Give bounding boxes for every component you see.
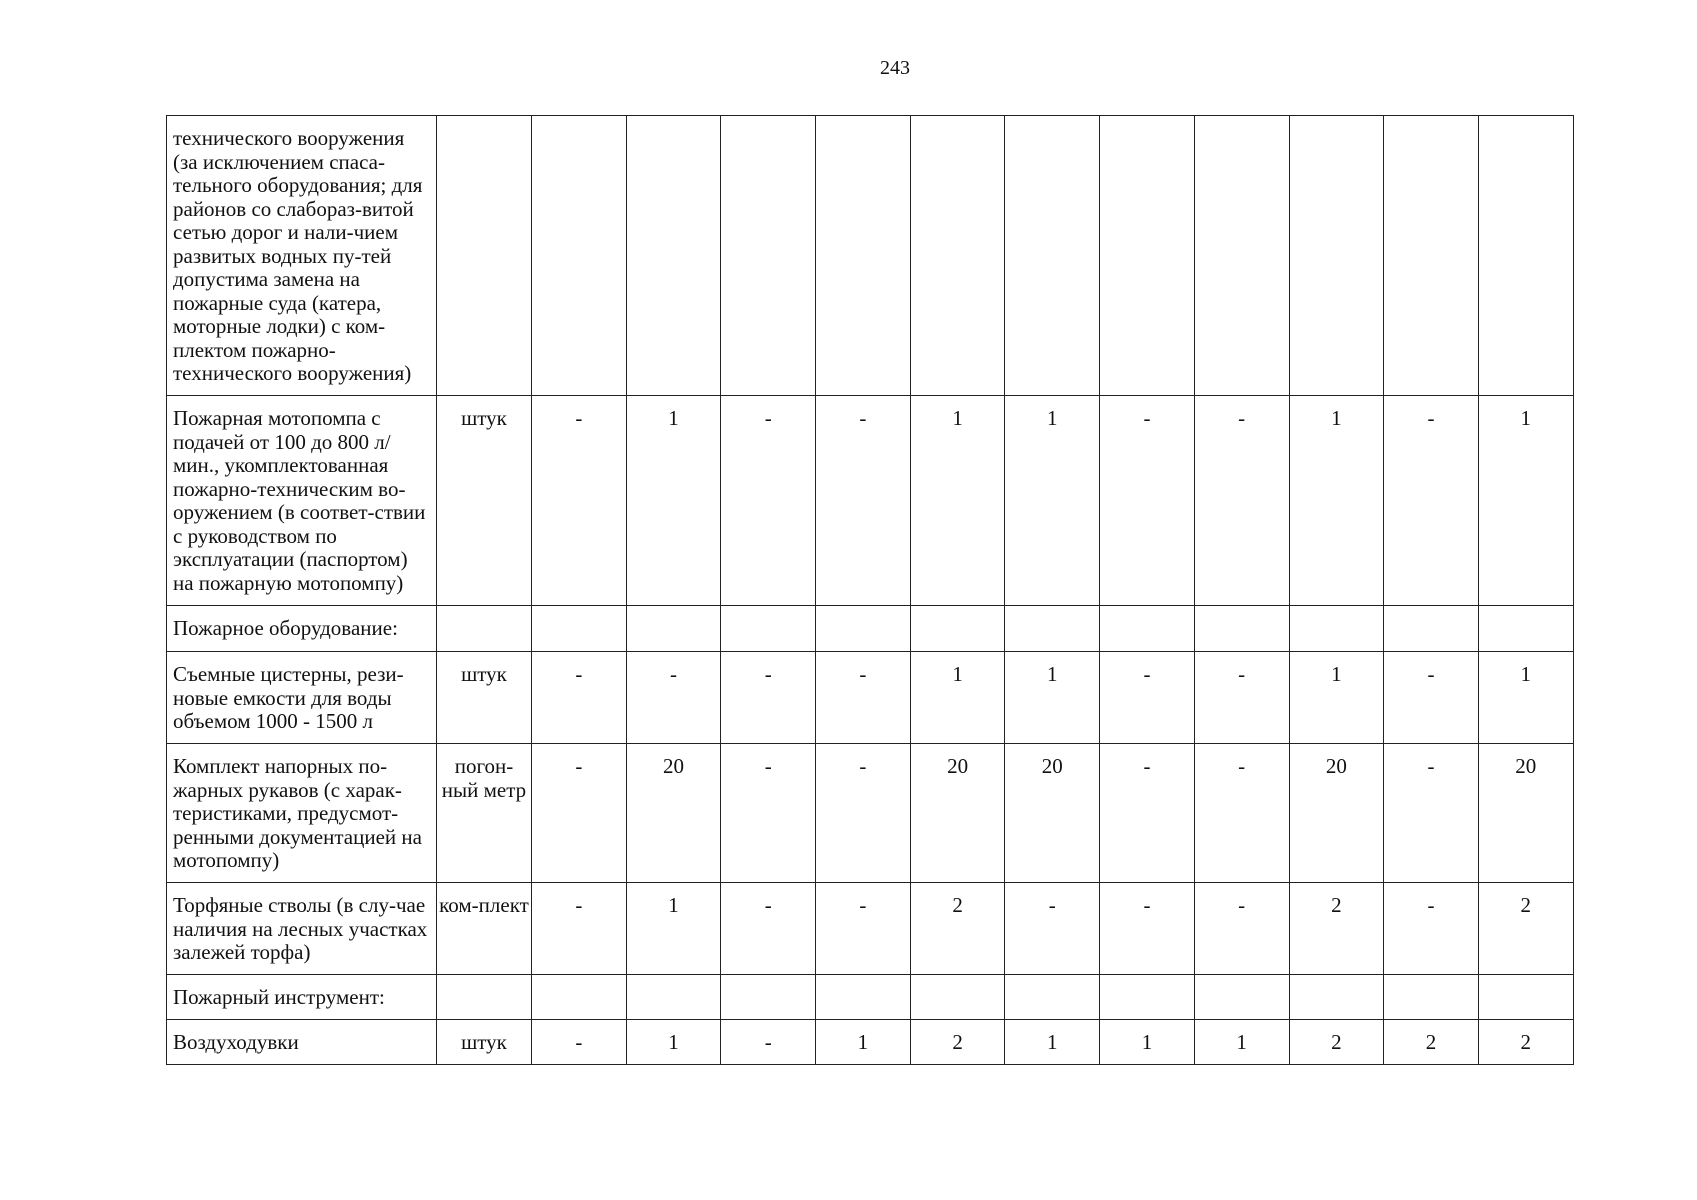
- section-heading: Пожарное оборудование:: [167, 606, 437, 652]
- value-cell: 1: [1478, 652, 1573, 744]
- value-cell: -: [1384, 396, 1479, 606]
- value-cell: [1005, 975, 1100, 1020]
- value-cell: 1: [626, 883, 721, 975]
- value-cell: 1: [626, 1020, 721, 1065]
- value-cell: [721, 606, 816, 652]
- value-cell: 20: [910, 744, 1005, 883]
- value-cell: -: [1100, 744, 1195, 883]
- table-row: [167, 883, 1574, 975]
- value-cell: -: [721, 652, 816, 744]
- value-cell: [816, 606, 911, 652]
- value-cell: 1: [626, 396, 721, 606]
- value-cell: -: [721, 744, 816, 883]
- value-cell: [1194, 975, 1289, 1020]
- table-row: [167, 652, 1574, 744]
- value-cell: -: [816, 396, 911, 606]
- value-cell: 2: [1478, 883, 1573, 975]
- value-cell: 2: [1384, 1020, 1479, 1065]
- value-cell: [532, 975, 627, 1020]
- table-row: [167, 975, 1574, 1020]
- value-cell: -: [816, 744, 911, 883]
- row-name: Съемные цистерны, рези-новые емкости для воды объемом 1000 - 1500 л: [167, 652, 437, 744]
- value-cell: -: [1100, 883, 1195, 975]
- value-cell: -: [626, 652, 721, 744]
- value-cell: [1289, 116, 1384, 396]
- value-cell: [1005, 116, 1100, 396]
- row-unit: [437, 116, 532, 396]
- value-cell: -: [532, 1020, 627, 1065]
- value-cell: [626, 116, 721, 396]
- value-cell: 1: [1478, 396, 1573, 606]
- value-cell: 20: [626, 744, 721, 883]
- value-cell: 1: [1289, 652, 1384, 744]
- value-cell: [626, 975, 721, 1020]
- value-cell: [910, 606, 1005, 652]
- section-heading: Пожарный инструмент:: [167, 975, 437, 1020]
- row-unit: ком-плект: [437, 883, 532, 975]
- equipment-table: [166, 115, 1574, 1065]
- value-cell: [1100, 606, 1195, 652]
- row-name: Воздуходувки: [167, 1020, 437, 1065]
- value-cell: -: [1384, 744, 1479, 883]
- value-cell: [1005, 606, 1100, 652]
- table-row: [167, 1020, 1574, 1065]
- value-cell: -: [532, 652, 627, 744]
- value-cell: 1: [1005, 396, 1100, 606]
- value-cell: -: [721, 1020, 816, 1065]
- value-cell: [1289, 606, 1384, 652]
- row-unit: погон-ный метр: [437, 744, 532, 883]
- value-cell: 2: [1289, 883, 1384, 975]
- value-cell: -: [1100, 396, 1195, 606]
- row-unit: [437, 975, 532, 1020]
- value-cell: 1: [1005, 1020, 1100, 1065]
- value-cell: -: [532, 396, 627, 606]
- value-cell: [721, 116, 816, 396]
- value-cell: 2: [1289, 1020, 1384, 1065]
- value-cell: 1: [1100, 1020, 1195, 1065]
- value-cell: -: [1384, 883, 1479, 975]
- value-cell: -: [1194, 744, 1289, 883]
- value-cell: [532, 116, 627, 396]
- value-cell: [1194, 606, 1289, 652]
- value-cell: -: [721, 883, 816, 975]
- value-cell: 20: [1005, 744, 1100, 883]
- table-row: [167, 116, 1574, 396]
- value-cell: 1: [816, 1020, 911, 1065]
- value-cell: [816, 116, 911, 396]
- value-cell: 1: [910, 652, 1005, 744]
- value-cell: [910, 116, 1005, 396]
- value-cell: -: [816, 883, 911, 975]
- value-cell: 2: [1478, 1020, 1573, 1065]
- table-row: [167, 396, 1574, 606]
- value-cell: [1478, 116, 1573, 396]
- table-row: [167, 744, 1574, 883]
- value-cell: [1384, 606, 1479, 652]
- row-name: Комплект напорных по-жарных рукавов (с харак-теристиками, предусмот-ренными документацией на мотопомпу): [167, 744, 437, 883]
- value-cell: -: [1194, 883, 1289, 975]
- value-cell: 20: [1478, 744, 1573, 883]
- row-name: Пожарная мотопомпа с подачей от 100 до 800 л/мин., укомплектованная пожарно-техническим во-оружением (в соответ-ствии с руководством по эксплуатации (паспортом) на пожарную мотопомпу): [167, 396, 437, 606]
- value-cell: -: [532, 744, 627, 883]
- row-name: технического вооружения (за исключением спаса-тельного оборудования; для районов со слабораз-витой сетью дорог и нали-чием развитых водных пу-тей допустима замена на пожарные суда (катера, моторные лодки) с ком-плектом пожарно-технического вооружения): [167, 116, 437, 396]
- value-cell: 1: [1289, 396, 1384, 606]
- value-cell: 2: [910, 883, 1005, 975]
- row-unit: штук: [437, 1020, 532, 1065]
- row-unit: [437, 606, 532, 652]
- value-cell: 1: [1005, 652, 1100, 744]
- value-cell: -: [1194, 396, 1289, 606]
- value-cell: -: [721, 396, 816, 606]
- value-cell: [1194, 116, 1289, 396]
- row-name: Торфяные стволы (в слу-чае наличия на лесных участках залежей торфа): [167, 883, 437, 975]
- value-cell: -: [532, 883, 627, 975]
- row-unit: штук: [437, 652, 532, 744]
- table-row: [167, 606, 1574, 652]
- value-cell: -: [1005, 883, 1100, 975]
- value-cell: [1478, 606, 1573, 652]
- value-cell: 2: [910, 1020, 1005, 1065]
- value-cell: [1478, 975, 1573, 1020]
- value-cell: 1: [910, 396, 1005, 606]
- value-cell: [816, 975, 911, 1020]
- value-cell: [1100, 116, 1195, 396]
- value-cell: [910, 975, 1005, 1020]
- value-cell: 20: [1289, 744, 1384, 883]
- value-cell: [1100, 975, 1195, 1020]
- value-cell: -: [1100, 652, 1195, 744]
- value-cell: [1289, 975, 1384, 1020]
- value-cell: 1: [1194, 1020, 1289, 1065]
- value-cell: [1384, 975, 1479, 1020]
- value-cell: -: [1384, 652, 1479, 744]
- value-cell: [1384, 116, 1479, 396]
- value-cell: -: [816, 652, 911, 744]
- value-cell: -: [1194, 652, 1289, 744]
- value-cell: [721, 975, 816, 1020]
- page-number: 243: [880, 57, 910, 79]
- value-cell: [532, 606, 627, 652]
- row-unit: штук: [437, 396, 532, 606]
- value-cell: [626, 606, 721, 652]
